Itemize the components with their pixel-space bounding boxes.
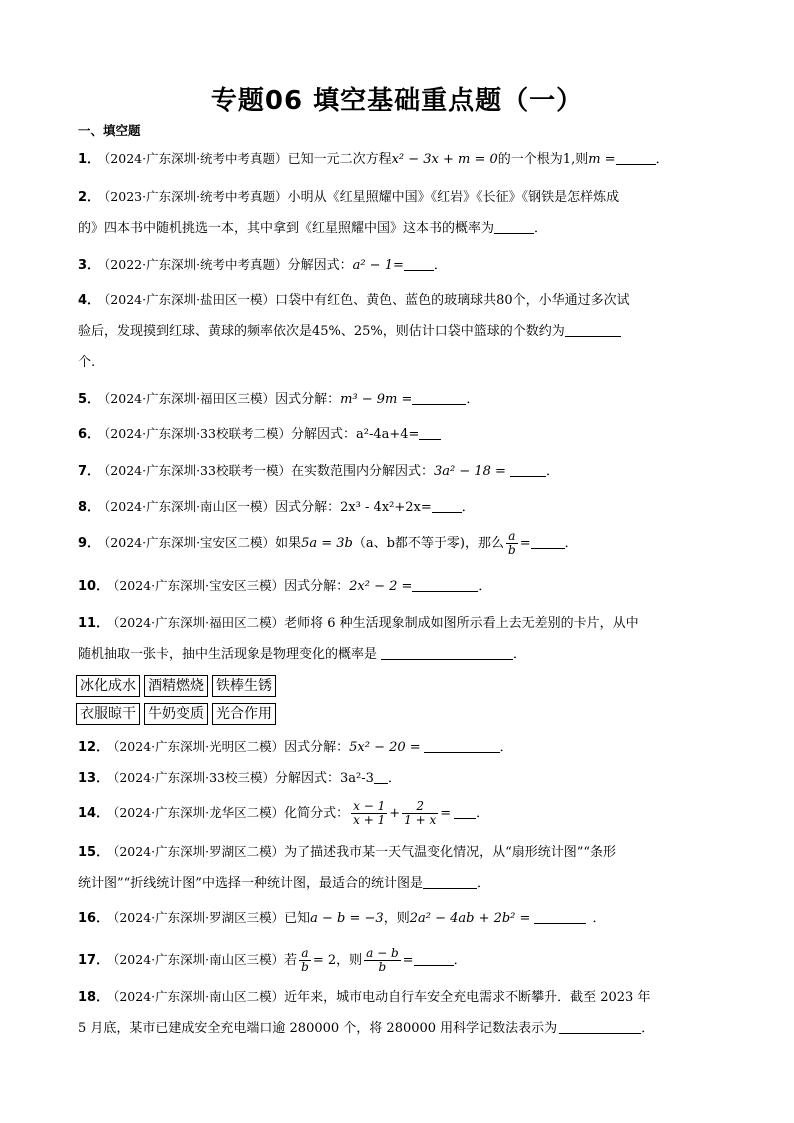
section-heading: 一、填空题	[78, 123, 141, 138]
equation: x² − 3x + m = 0	[391, 152, 498, 167]
fraction: $\frac{a}{b}$	[508, 529, 516, 557]
question-11: 11． （2024·广东深圳·福田区二模）老师将 6 种生活现象制成如图所示看上去无差别的卡片，从中 随机抽取一张卡，抽中生活现象是物理变化的概率是 ．	[78, 615, 639, 662]
answer-blank[interactable]	[510, 463, 546, 477]
answer-blank[interactable]	[423, 875, 477, 889]
answer-blank[interactable]	[616, 151, 656, 165]
question-7: 7． （2024·广东深圳·33校联考一模）在实数范围内分解因式：3a² − 18 = ．	[78, 463, 559, 479]
question-2: 2． （2023·广东深圳·统考中考真题）小明从《红星照耀中国》《红岩》《长征》《钢铁是怎样炼成 的》四本书中随机挑选一本，其中拿到《红星照耀中国》这本书的概率为 ．	[78, 189, 620, 236]
answer-blank[interactable]	[559, 1020, 641, 1034]
page-title: 专题06 填空基础重点题（一）	[210, 86, 584, 116]
question-10: 10． （2024·广东深圳·宝安区三模）因式分解：2x² − 2 = ．	[78, 578, 492, 594]
answer-blank[interactable]	[494, 220, 534, 234]
question-6: 6． （2024·广东深圳·33校联考二模）分解因式：a²-4a+4=	[78, 418, 718, 450]
card: 铁棒生锈	[212, 675, 276, 697]
question-8: 8． （2024·广东深圳·南山区一模）因式分解：2x³ - 4x²+2x= ．	[78, 499, 475, 515]
fraction: $\frac{2}{1 + x}$	[404, 799, 437, 827]
answer-blank[interactable]	[424, 739, 500, 753]
question-17: 17． （2024·广东深圳·南山区三模）若 $\frac{a}{b}$ = 2，则 $\frac{a - b}{b}$ = ．	[78, 946, 467, 974]
answer-blank[interactable]	[404, 257, 434, 271]
question-14: 14． （2024·广东深圳·龙华区二模）化简分式： $\frac{x - 1}{x + 1}$ + $\frac{2}{1 + x}$ = ．	[78, 799, 490, 827]
fraction: $\frac{a}{b}$	[301, 946, 309, 974]
answer-blank[interactable]	[381, 646, 513, 660]
question-12: 12． （2024·广东深圳·光明区二模）因式分解：5x² − 20 = ．	[78, 739, 513, 755]
answer-blank[interactable]	[374, 770, 388, 784]
fraction: $\frac{a - b}{b}$	[366, 946, 399, 974]
card: 光合作用	[212, 703, 276, 725]
answer-blank[interactable]	[412, 578, 478, 592]
question-13: 13． （2024·广东深圳·33校三模）分解因式：3a²-3 ．	[78, 770, 401, 786]
question-9: 9． （2024·广东深圳·宝安区二模）如果5a = 3b（a、b都不等于零)，那么 $\frac{a}{b}$ = ．	[78, 529, 578, 557]
question-18: 18． （2024·广东深圳·南山区二模）近年来，城市电动自行车安全充电需求不断攀升．截至 2023 年 5 月底，某市已建成安全充电端口逾 280000 个，将 280000 用科学记数法表示为 ．	[78, 989, 655, 1036]
answer-blank[interactable]	[531, 535, 565, 549]
card-row-2	[76, 703, 280, 725]
answer-blank[interactable]	[534, 910, 586, 924]
answer-blank[interactable]	[432, 499, 462, 513]
question-5: 5． （2024·广东深圳·福田区三模）因式分解：m³ − 9m = ．	[78, 391, 480, 407]
card: 牛奶变质	[144, 703, 208, 725]
answer-blank[interactable]	[454, 805, 476, 819]
fraction: $\frac{x - 1}{x + 1}$	[353, 799, 386, 827]
question-16: 16． （2024·广东深圳·罗湖区三模）已知a − b = −3，则2a² − 4ab + 2b² = ．	[78, 910, 606, 926]
question-3: 3． （2022·广东深圳·统考中考真题）分解因式：a² − 1= ．	[78, 257, 447, 273]
question-4: 4． （2024·广东深圳·盐田区一模）口袋中有红色、黄色、蓝色的玻璃球共80个，小华通过多次试 验后，发现摸到红球、黄球的频率依次是45%、25%，则估计口袋中篮球的个数约为 个.	[78, 292, 630, 370]
answer-blank[interactable]	[412, 391, 466, 405]
answer-blank[interactable]	[565, 323, 621, 337]
question-1: 1． （2024·广东深圳·统考中考真题）已知一元二次方程x² − 3x + m = 0的一个根为1,则m = ．	[78, 151, 669, 167]
answer-blank[interactable]	[419, 426, 441, 440]
answer-blank[interactable]	[414, 952, 454, 966]
card-row-1	[76, 675, 280, 697]
card: 冰化成水	[76, 675, 140, 697]
card: 酒精燃烧	[144, 675, 208, 697]
card: 衣服晾干	[76, 703, 140, 725]
question-15: 15． （2024·广东深圳·罗湖区二模）为了描述我市某一天气温变化情况，从“扇形统计图”“条形 统计图”“折线统计图”中选择一种统计图，最适合的统计图是 ．	[78, 844, 617, 891]
